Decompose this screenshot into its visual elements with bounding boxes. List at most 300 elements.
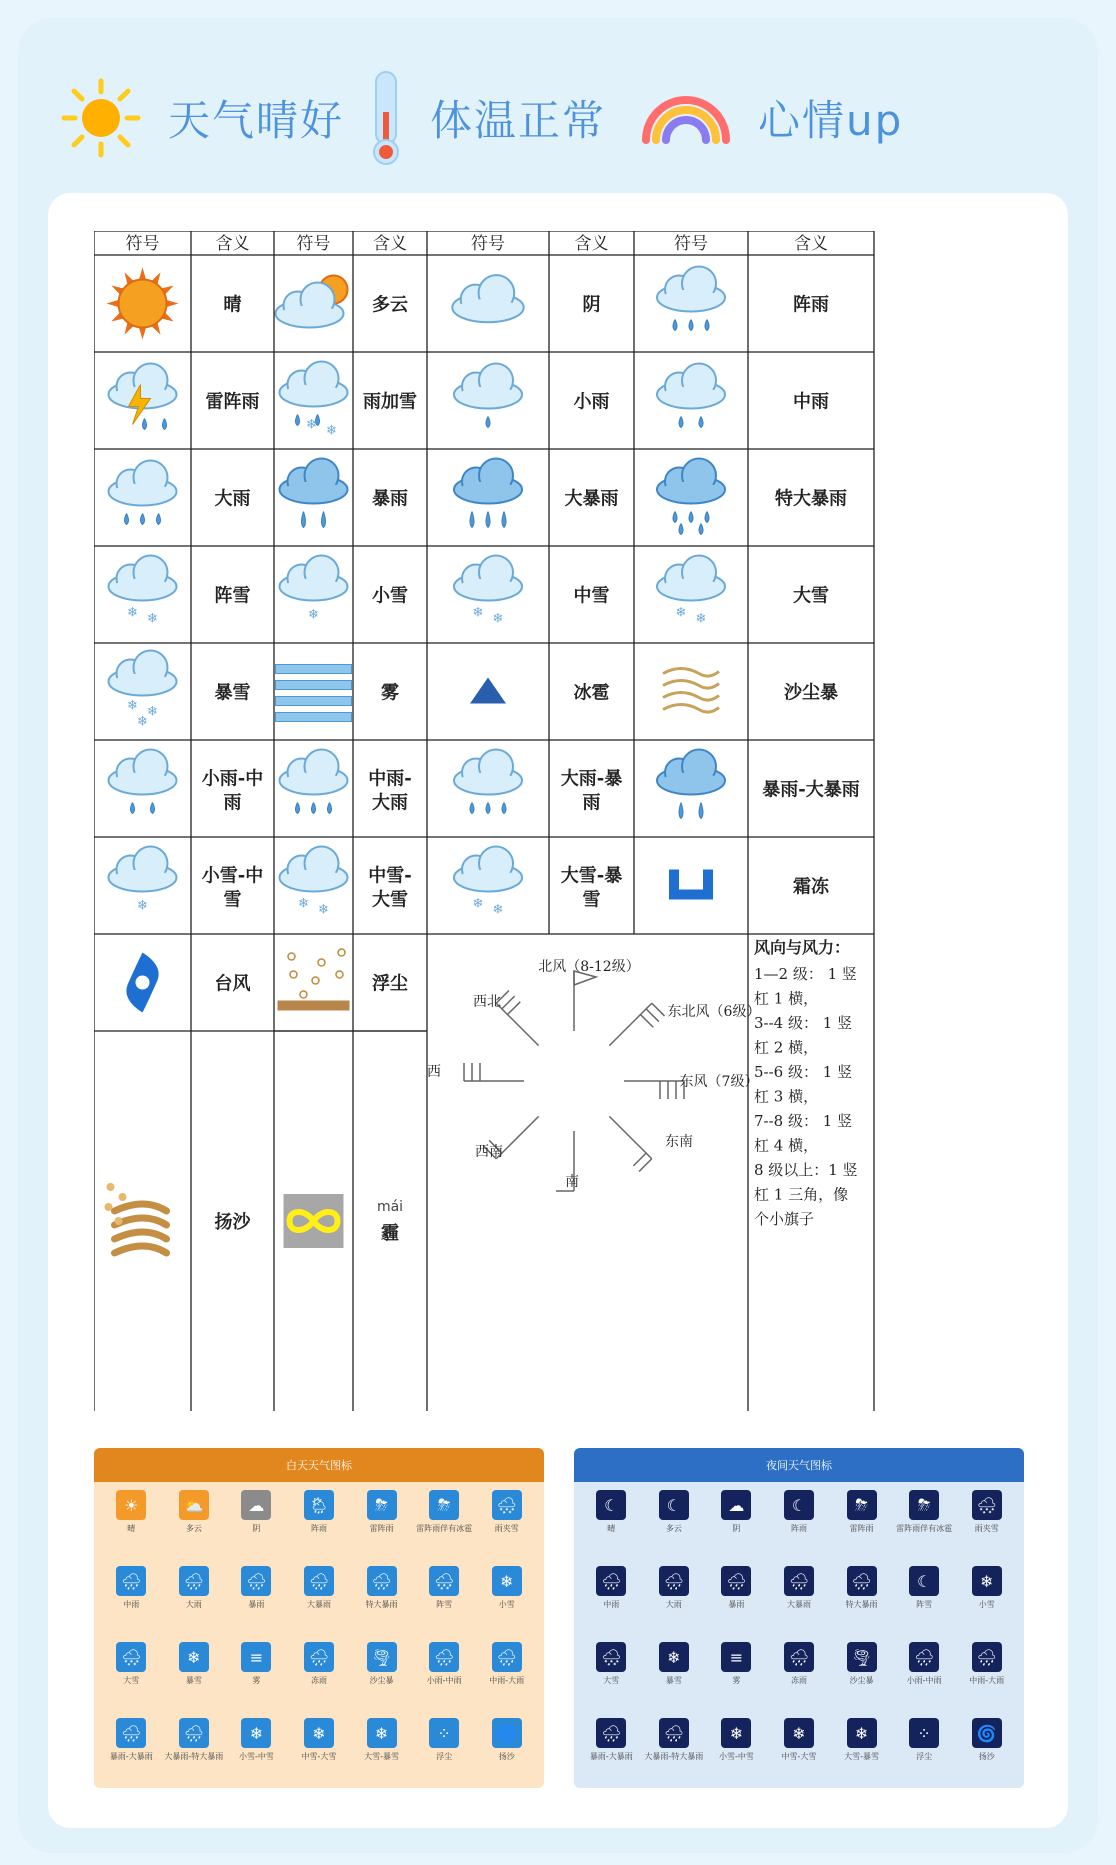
night-icons-grid bbox=[574, 1482, 1024, 1788]
weather-icon-label: 晴 bbox=[607, 1524, 616, 1533]
weather-icon-label: 暴雨 bbox=[728, 1600, 745, 1609]
day-icons-panel bbox=[94, 1448, 544, 1788]
weather-icon-tile bbox=[100, 1490, 163, 1566]
svg-text:杠 1 三角，像: 杠 1 三角，像 bbox=[754, 1185, 849, 1204]
svg-text:大雪: 大雪 bbox=[372, 889, 408, 911]
symbol-table-svg bbox=[94, 231, 1024, 1411]
weather-icon-label: 扬沙 bbox=[498, 1752, 515, 1761]
svg-text:雪: 雪 bbox=[223, 889, 242, 911]
weather-symbol-table bbox=[94, 231, 1024, 1411]
table-meaning-cell bbox=[793, 585, 829, 607]
snow-shower-icon bbox=[109, 556, 177, 627]
svg-text:中雨-: 中雨- bbox=[368, 768, 412, 790]
svg-text:大雪: 大雪 bbox=[793, 585, 829, 607]
weather-glyph-icon: ❄ bbox=[847, 1718, 877, 1748]
svg-text:小雨: 小雨 bbox=[573, 391, 610, 413]
weather-glyph-icon: 🌧 bbox=[847, 1566, 877, 1596]
weather-glyph-icon: 🌧 bbox=[909, 1642, 939, 1672]
weather-glyph-icon: 🌪 bbox=[847, 1642, 877, 1672]
table-meaning-cell bbox=[574, 585, 610, 607]
weather-icon-tile bbox=[100, 1566, 163, 1642]
rainbow-icon bbox=[640, 90, 732, 146]
svg-text:雪: 雪 bbox=[582, 889, 601, 911]
header-label-mood: 心情up bbox=[758, 96, 904, 145]
table-meaning-cell bbox=[368, 865, 411, 911]
weather-glyph-icon: ☾ bbox=[659, 1490, 689, 1520]
weather-icon-label: 中雪-大雪 bbox=[301, 1752, 337, 1761]
weather-icon-tile bbox=[350, 1718, 413, 1788]
weather-icon-label: 特大暴雨 bbox=[365, 1600, 398, 1609]
table-meaning-cell bbox=[793, 391, 829, 413]
floating-dust-icon bbox=[278, 949, 350, 1011]
table-meaning-cell bbox=[215, 585, 251, 607]
moderate-rain-icon bbox=[657, 364, 725, 428]
weather-icon-tile bbox=[288, 1642, 351, 1718]
heavy-snow-icon bbox=[657, 556, 725, 627]
weather-icon-label: 浮尘 bbox=[916, 1752, 933, 1761]
svg-text:暴雨-大暴雨: 暴雨-大暴雨 bbox=[762, 779, 860, 801]
svg-text:❄: ❄ bbox=[326, 423, 337, 439]
weather-icon-tile bbox=[413, 1718, 476, 1788]
weather-icon-tile bbox=[768, 1490, 831, 1566]
svg-text:阴: 阴 bbox=[582, 294, 601, 316]
rainstorm-icon bbox=[280, 459, 348, 528]
weather-icon-tile bbox=[350, 1642, 413, 1718]
weather-icon-label: 特大暴雨 bbox=[845, 1600, 878, 1609]
typhoon-icon bbox=[126, 953, 158, 1013]
weather-glyph-icon: 🌧 bbox=[179, 1566, 209, 1596]
svg-text:大雪-暴: 大雪-暴 bbox=[560, 865, 623, 887]
night-icons-panel bbox=[574, 1448, 1024, 1788]
weather-icon-label: 小雪-中雪 bbox=[238, 1752, 274, 1761]
weather-glyph-icon: ❄ bbox=[721, 1718, 751, 1748]
weather-icon-tile bbox=[413, 1642, 476, 1718]
weather-icon-tile bbox=[893, 1642, 956, 1718]
weather-icon-label: 多云 bbox=[665, 1524, 682, 1533]
weather-glyph-icon: ☁ bbox=[721, 1490, 751, 1520]
heavy-rainstorm-icon bbox=[454, 459, 522, 528]
content-panel bbox=[48, 193, 1068, 1828]
header-item-mood bbox=[640, 78, 903, 158]
weather-icon-tile bbox=[768, 1566, 831, 1642]
svg-text:霜冻: 霜冻 bbox=[793, 876, 829, 898]
weather-icon-tile bbox=[580, 1718, 643, 1788]
weather-icon-tile bbox=[705, 1566, 768, 1642]
weather-glyph-icon: ☀ bbox=[116, 1490, 146, 1520]
weather-icon-label: 雨夹雪 bbox=[494, 1524, 519, 1533]
weather-icon-tile bbox=[705, 1718, 768, 1788]
table-meaning-cell bbox=[574, 682, 610, 704]
weather-glyph-icon: 🌧 bbox=[179, 1718, 209, 1748]
table-meaning-cell bbox=[202, 865, 263, 911]
weather-glyph-icon: ❄ bbox=[659, 1642, 689, 1672]
weather-icon-label: 雨夹雪 bbox=[974, 1524, 999, 1533]
weather-icon-label: 暴雪 bbox=[665, 1676, 682, 1685]
weather-glyph-icon: ☾ bbox=[596, 1490, 626, 1520]
weather-icon-tile bbox=[163, 1566, 226, 1642]
weather-glyph-icon: ≡ bbox=[241, 1642, 271, 1672]
weather-icon-label: 雾 bbox=[252, 1676, 261, 1685]
weather-icon-tile bbox=[830, 1642, 893, 1718]
sleet-icon bbox=[280, 362, 348, 439]
weather-icon-label: 中雨 bbox=[603, 1600, 620, 1609]
frost-icon bbox=[669, 870, 713, 900]
weather-icon-label: 暴雪 bbox=[185, 1676, 202, 1685]
table-meaning-cell bbox=[372, 973, 408, 995]
thermometer-icon bbox=[368, 68, 404, 168]
weather-icon-label: 大雪-暴雪 bbox=[364, 1752, 399, 1761]
svg-text:大雨: 大雨 bbox=[214, 488, 251, 510]
night-panel-title: 夜间天气图标 bbox=[574, 1448, 1024, 1482]
weather-icon-tile bbox=[288, 1718, 351, 1788]
weather-icon-label: 小雨-中雨 bbox=[426, 1676, 462, 1685]
weather-glyph-icon: 🌦 bbox=[304, 1490, 334, 1520]
table-meaning-cell bbox=[784, 682, 838, 704]
weather-icon-label: 中雨-大雨 bbox=[969, 1676, 1005, 1685]
weather-glyph-icon: 🌧 bbox=[721, 1566, 751, 1596]
svg-text:台风: 台风 bbox=[214, 973, 251, 995]
weather-icon-tile bbox=[475, 1718, 538, 1788]
header-label-weather: 天气晴好 bbox=[168, 96, 345, 145]
moderate-heavy-snow-icon bbox=[280, 847, 348, 918]
weather-icon-label: 沙尘暴 bbox=[849, 1676, 874, 1685]
table-meaning-cell bbox=[372, 488, 408, 510]
weather-icon-label: 大暴雨-特大暴雨 bbox=[164, 1752, 224, 1761]
svg-text:❄: ❄ bbox=[472, 896, 484, 912]
blowing-sand-icon bbox=[105, 1183, 167, 1253]
svg-text:8 级以上：1 竖: 8 级以上：1 竖 bbox=[754, 1161, 858, 1179]
weather-icon-label: 暴雨 bbox=[248, 1600, 265, 1609]
weather-glyph-icon: 🌧 bbox=[116, 1566, 146, 1596]
svg-text:个小旗子: 个小旗子 bbox=[754, 1210, 815, 1228]
weather-icon-label: 雷阵雨 bbox=[369, 1524, 394, 1533]
weather-glyph-icon: 🌧 bbox=[596, 1718, 626, 1748]
weather-glyph-icon: 🌧 bbox=[784, 1642, 814, 1672]
table-meaning-cell bbox=[775, 488, 847, 510]
weather-icon-tile bbox=[955, 1490, 1018, 1566]
weather-icon-tile bbox=[288, 1490, 351, 1566]
svg-text:雨: 雨 bbox=[223, 792, 242, 814]
svg-text:晴: 晴 bbox=[223, 294, 242, 316]
weather-glyph-icon: ❄ bbox=[784, 1718, 814, 1748]
weather-glyph-icon: ⛈ bbox=[367, 1490, 397, 1520]
weather-glyph-icon: ❄ bbox=[179, 1642, 209, 1672]
weather-icon-tile bbox=[830, 1566, 893, 1642]
weather-icon-label: 阵雨 bbox=[310, 1524, 327, 1533]
weather-glyph-icon: 🌧 bbox=[659, 1566, 689, 1596]
overcast-icon bbox=[452, 275, 523, 322]
weather-icon-label: 雷阵雨伴有冰雹 bbox=[416, 1524, 473, 1533]
weather-glyph-icon: ❄ bbox=[972, 1566, 1002, 1596]
svg-text:中雪: 中雪 bbox=[573, 585, 610, 607]
weather-icon-label: 晴 bbox=[127, 1524, 136, 1533]
weather-icon-tile bbox=[580, 1490, 643, 1566]
svg-text:阵雪: 阵雪 bbox=[214, 585, 251, 607]
weather-icon-label: 大雪-暴雪 bbox=[844, 1752, 879, 1761]
svg-text:❄: ❄ bbox=[695, 611, 707, 627]
heavy-rain-icon bbox=[109, 461, 177, 525]
svg-text:扬沙: 扬沙 bbox=[214, 1212, 251, 1233]
weather-icon-label: 大雨 bbox=[665, 1600, 682, 1609]
weather-icon-tile bbox=[893, 1490, 956, 1566]
header-label-temperature: 体温正常 bbox=[430, 96, 607, 145]
table-meaning-cell bbox=[372, 294, 408, 316]
weather-icon-label: 大暴雨-特大暴雨 bbox=[644, 1752, 704, 1761]
svg-text:雨: 雨 bbox=[582, 792, 601, 814]
svg-text:❄: ❄ bbox=[147, 611, 158, 627]
svg-text:❄: ❄ bbox=[298, 896, 309, 912]
weather-icon-label: 雾 bbox=[732, 1676, 741, 1685]
weather-icon-tile bbox=[163, 1642, 226, 1718]
weather-icon-label: 阴 bbox=[252, 1524, 261, 1533]
table-meaning-cell bbox=[368, 768, 411, 814]
weather-icon-tile bbox=[955, 1642, 1018, 1718]
weather-icon-tile bbox=[768, 1718, 831, 1788]
table-meaning-cell bbox=[215, 973, 252, 995]
weather-icon-tile bbox=[163, 1490, 226, 1566]
weather-icon-tile bbox=[955, 1566, 1018, 1642]
weather-icon-label: 中雨 bbox=[123, 1600, 140, 1609]
partly-cloudy-icon bbox=[276, 276, 348, 328]
svg-text:杠 1 横，: 杠 1 横， bbox=[754, 989, 819, 1008]
wind-direction-label: 西 bbox=[427, 1064, 441, 1080]
weather-glyph-icon: 🌧 bbox=[304, 1642, 334, 1672]
weather-glyph-icon: 🌨 bbox=[116, 1642, 146, 1672]
sun-icon bbox=[60, 77, 142, 159]
weather-icon-label: 雷阵雨伴有冰雹 bbox=[896, 1524, 953, 1533]
weather-icon-tile bbox=[643, 1566, 706, 1642]
table-meaning-cell bbox=[793, 876, 830, 898]
weather-icon-label: 多云 bbox=[185, 1524, 202, 1533]
weather-glyph-icon: 🌧 bbox=[972, 1642, 1002, 1672]
weather-glyph-icon: ❄ bbox=[492, 1566, 522, 1596]
weather-glyph-icon: 🌧 bbox=[429, 1642, 459, 1672]
weather-icon-tile bbox=[100, 1642, 163, 1718]
weather-glyph-icon: 🌧 bbox=[492, 1642, 522, 1672]
wind-force-legend bbox=[754, 938, 858, 1228]
weather-glyph-icon: 🌧 bbox=[241, 1566, 271, 1596]
light-moderate-rain-icon bbox=[109, 750, 177, 814]
wind-direction-label: 东北风（6级） bbox=[667, 1004, 761, 1020]
weather-icon-tile bbox=[475, 1642, 538, 1718]
weather-glyph-icon: 🌀 bbox=[972, 1718, 1002, 1748]
svg-text:❄: ❄ bbox=[492, 611, 504, 627]
weather-icon-tile bbox=[643, 1718, 706, 1788]
svg-text:❄: ❄ bbox=[306, 417, 317, 433]
table-header-cell: 含义 bbox=[794, 234, 828, 254]
day-panel-title: 白天天气图标 bbox=[94, 1448, 544, 1482]
svg-text:5--6 级： 1 竖: 5--6 级： 1 竖 bbox=[754, 1063, 853, 1081]
weather-icon-tile bbox=[705, 1490, 768, 1566]
table-meaning-cell bbox=[224, 294, 242, 316]
svg-text:大暴雨: 大暴雨 bbox=[564, 488, 619, 510]
weather-glyph-icon: 🌧 bbox=[659, 1718, 689, 1748]
svg-text:❄: ❄ bbox=[127, 605, 138, 621]
moderate-snow-icon bbox=[454, 556, 522, 627]
table-meaning-cell bbox=[565, 488, 619, 510]
weather-icon-tile bbox=[100, 1718, 163, 1788]
wind-direction-label: 南 bbox=[565, 1174, 579, 1190]
svg-text:雨加雪: 雨加雪 bbox=[363, 391, 417, 413]
weather-glyph-icon: 🌨 bbox=[429, 1566, 459, 1596]
weather-glyph-icon: ❄ bbox=[304, 1718, 334, 1748]
weather-icon-label: 雷阵雨 bbox=[849, 1524, 874, 1533]
svg-text:❄: ❄ bbox=[147, 704, 158, 720]
table-meaning-cell bbox=[215, 682, 251, 704]
day-icons-grid bbox=[94, 1482, 544, 1788]
weather-glyph-icon: 🌀 bbox=[492, 1718, 522, 1748]
svg-text:风向与风力：: 风向与风力： bbox=[754, 938, 851, 957]
weather-icon-label: 阵雪 bbox=[436, 1600, 453, 1609]
weather-glyph-icon: ❄ bbox=[241, 1718, 271, 1748]
table-meaning-cell bbox=[372, 585, 408, 607]
table-meaning-cell bbox=[377, 1199, 403, 1244]
svg-text:7--8 级： 1 竖: 7--8 级： 1 竖 bbox=[754, 1112, 853, 1130]
moderate-heavy-rain-icon bbox=[280, 750, 348, 814]
weather-icon-label: 暴雨-大暴雨 bbox=[589, 1752, 633, 1761]
table-header-cell: 含义 bbox=[574, 234, 609, 254]
weather-icon-label: 中雪-大雪 bbox=[781, 1752, 817, 1761]
blizzard-icon bbox=[109, 651, 177, 730]
weather-icon-tile bbox=[225, 1566, 288, 1642]
table-meaning-cell bbox=[793, 294, 829, 316]
weather-glyph-icon: 🌧 bbox=[304, 1566, 334, 1596]
weather-icon-tile bbox=[830, 1718, 893, 1788]
weather-icon-label: 大雨 bbox=[185, 1600, 202, 1609]
table-header-cell: 含义 bbox=[373, 234, 407, 254]
sunny-icon bbox=[107, 268, 179, 340]
header-item-weather bbox=[60, 78, 344, 158]
table-header-cell: 含义 bbox=[215, 234, 250, 254]
weather-icon-label: 大暴雨 bbox=[786, 1600, 811, 1609]
weather-icon-tile bbox=[163, 1718, 226, 1788]
table-header-cell: 符号 bbox=[125, 234, 160, 254]
weather-icon-tile bbox=[705, 1642, 768, 1718]
wind-direction-diagram bbox=[427, 959, 760, 1191]
weather-icon-tile bbox=[893, 1718, 956, 1788]
weather-icon-tile bbox=[413, 1490, 476, 1566]
svg-text:❄: ❄ bbox=[137, 714, 148, 730]
weather-glyph-icon: ⁘ bbox=[429, 1718, 459, 1748]
weather-icon-label: 小雪 bbox=[498, 1600, 515, 1609]
weather-glyph-icon: 🌧 bbox=[367, 1566, 397, 1596]
weather-icon-tile bbox=[830, 1490, 893, 1566]
wind-direction-label: 西北 bbox=[473, 994, 501, 1010]
table-header-cell: 符号 bbox=[471, 234, 505, 254]
svg-text:暴雪: 暴雪 bbox=[214, 682, 251, 704]
weather-icon-label: 小雪-中雪 bbox=[718, 1752, 754, 1761]
weather-glyph-icon: 🌧 bbox=[784, 1566, 814, 1596]
weather-icon-label: 大暴雨 bbox=[306, 1600, 331, 1609]
weather-icon-label: 冻雨 bbox=[310, 1676, 327, 1685]
svg-text:❄: ❄ bbox=[492, 902, 504, 918]
header-bar bbox=[18, 18, 1098, 193]
weather-icon-tile bbox=[475, 1566, 538, 1642]
haze-icon bbox=[284, 1194, 344, 1248]
weather-icon-label: 小雨-中雨 bbox=[906, 1676, 942, 1685]
svg-text:中雪-: 中雪- bbox=[368, 865, 412, 887]
wind-direction-label: 西南 bbox=[475, 1144, 503, 1160]
heavy-rain-rainstorm-icon bbox=[454, 750, 522, 814]
table-meaning-cell bbox=[561, 865, 622, 911]
table-meaning-cell bbox=[363, 391, 417, 413]
svg-text:大雨: 大雨 bbox=[372, 792, 408, 814]
fog-icon bbox=[276, 665, 352, 722]
svg-text:❄: ❄ bbox=[127, 698, 138, 714]
svg-text:雾: 雾 bbox=[381, 682, 399, 704]
weather-icon-label: 中雨-大雨 bbox=[489, 1676, 525, 1685]
weather-glyph-icon: 🌧 bbox=[596, 1566, 626, 1596]
weather-icon-tile bbox=[580, 1566, 643, 1642]
svg-text:❄: ❄ bbox=[472, 605, 484, 621]
light-snow-icon bbox=[280, 556, 348, 623]
svg-text:霾: 霾 bbox=[381, 1223, 399, 1244]
weather-icon-tile bbox=[225, 1718, 288, 1788]
wind-direction-label: 东南 bbox=[665, 1134, 693, 1150]
weather-icon-label: 大雪 bbox=[123, 1676, 140, 1685]
svg-text:沙尘暴: 沙尘暴 bbox=[784, 682, 838, 704]
rainstorm-heavy-rainstorm-icon bbox=[657, 750, 725, 819]
weather-glyph-icon: ⛈ bbox=[847, 1490, 877, 1520]
heavy-snow-blizzard-icon bbox=[454, 847, 522, 918]
weather-icon-tile bbox=[225, 1490, 288, 1566]
svg-text:冰雹: 冰雹 bbox=[573, 682, 610, 704]
weather-glyph-icon: ⛈ bbox=[909, 1490, 939, 1520]
weather-glyph-icon: ❄ bbox=[367, 1718, 397, 1748]
weather-glyph-icon: 🌨 bbox=[596, 1642, 626, 1672]
weather-glyph-icon: ≡ bbox=[721, 1642, 751, 1672]
svg-text:浮尘: 浮尘 bbox=[372, 973, 408, 995]
weather-icon-label: 沙尘暴 bbox=[369, 1676, 394, 1685]
weather-icon-label: 冻雨 bbox=[790, 1676, 807, 1685]
weather-icon-tile bbox=[643, 1642, 706, 1718]
svg-text:❄: ❄ bbox=[318, 902, 329, 918]
weather-icon-label: 暴雨-大暴雨 bbox=[109, 1752, 153, 1761]
weather-icon-tile bbox=[580, 1642, 643, 1718]
svg-text:小雨-中: 小雨-中 bbox=[201, 768, 264, 790]
weather-icon-tile bbox=[643, 1490, 706, 1566]
weather-glyph-icon: 🌨 bbox=[972, 1490, 1002, 1520]
thunder-shower-icon bbox=[109, 364, 177, 430]
weather-icon-tile bbox=[225, 1642, 288, 1718]
table-meaning-cell bbox=[215, 488, 251, 510]
weather-icon-tile bbox=[288, 1566, 351, 1642]
table-meaning-cell bbox=[574, 391, 610, 413]
weather-glyph-icon: ⛅ bbox=[179, 1490, 209, 1520]
svg-text:小雪-中: 小雪-中 bbox=[201, 865, 264, 887]
table-meaning-cell bbox=[206, 391, 260, 413]
table-meaning-cell bbox=[583, 295, 601, 316]
svg-text:❄: ❄ bbox=[137, 898, 148, 914]
table-header-cell: 符号 bbox=[296, 234, 331, 254]
extreme-rainstorm-icon bbox=[657, 459, 725, 535]
svg-text:3--4 级： 1 竖: 3--4 级： 1 竖 bbox=[754, 1014, 853, 1032]
weather-glyph-icon: ⁘ bbox=[909, 1718, 939, 1748]
weather-glyph-icon: 🌧 bbox=[116, 1718, 146, 1748]
svg-text:❄: ❄ bbox=[308, 607, 319, 623]
svg-text:特大暴雨: 特大暴雨 bbox=[775, 488, 847, 510]
light-moderate-snow-icon bbox=[109, 847, 177, 914]
svg-text:1—2 级： 1 竖: 1—2 级： 1 竖 bbox=[754, 965, 857, 983]
weather-icon-tile bbox=[893, 1566, 956, 1642]
weather-icon-label: 小雪 bbox=[978, 1600, 995, 1609]
table-meaning-cell bbox=[762, 779, 859, 801]
weather-icon-tile bbox=[413, 1566, 476, 1642]
svg-text:雷阵雨: 雷阵雨 bbox=[205, 391, 260, 413]
weather-icon-label: 阵雪 bbox=[916, 1600, 933, 1609]
weather-icon-tile bbox=[350, 1566, 413, 1642]
sandstorm-icon bbox=[663, 669, 719, 713]
